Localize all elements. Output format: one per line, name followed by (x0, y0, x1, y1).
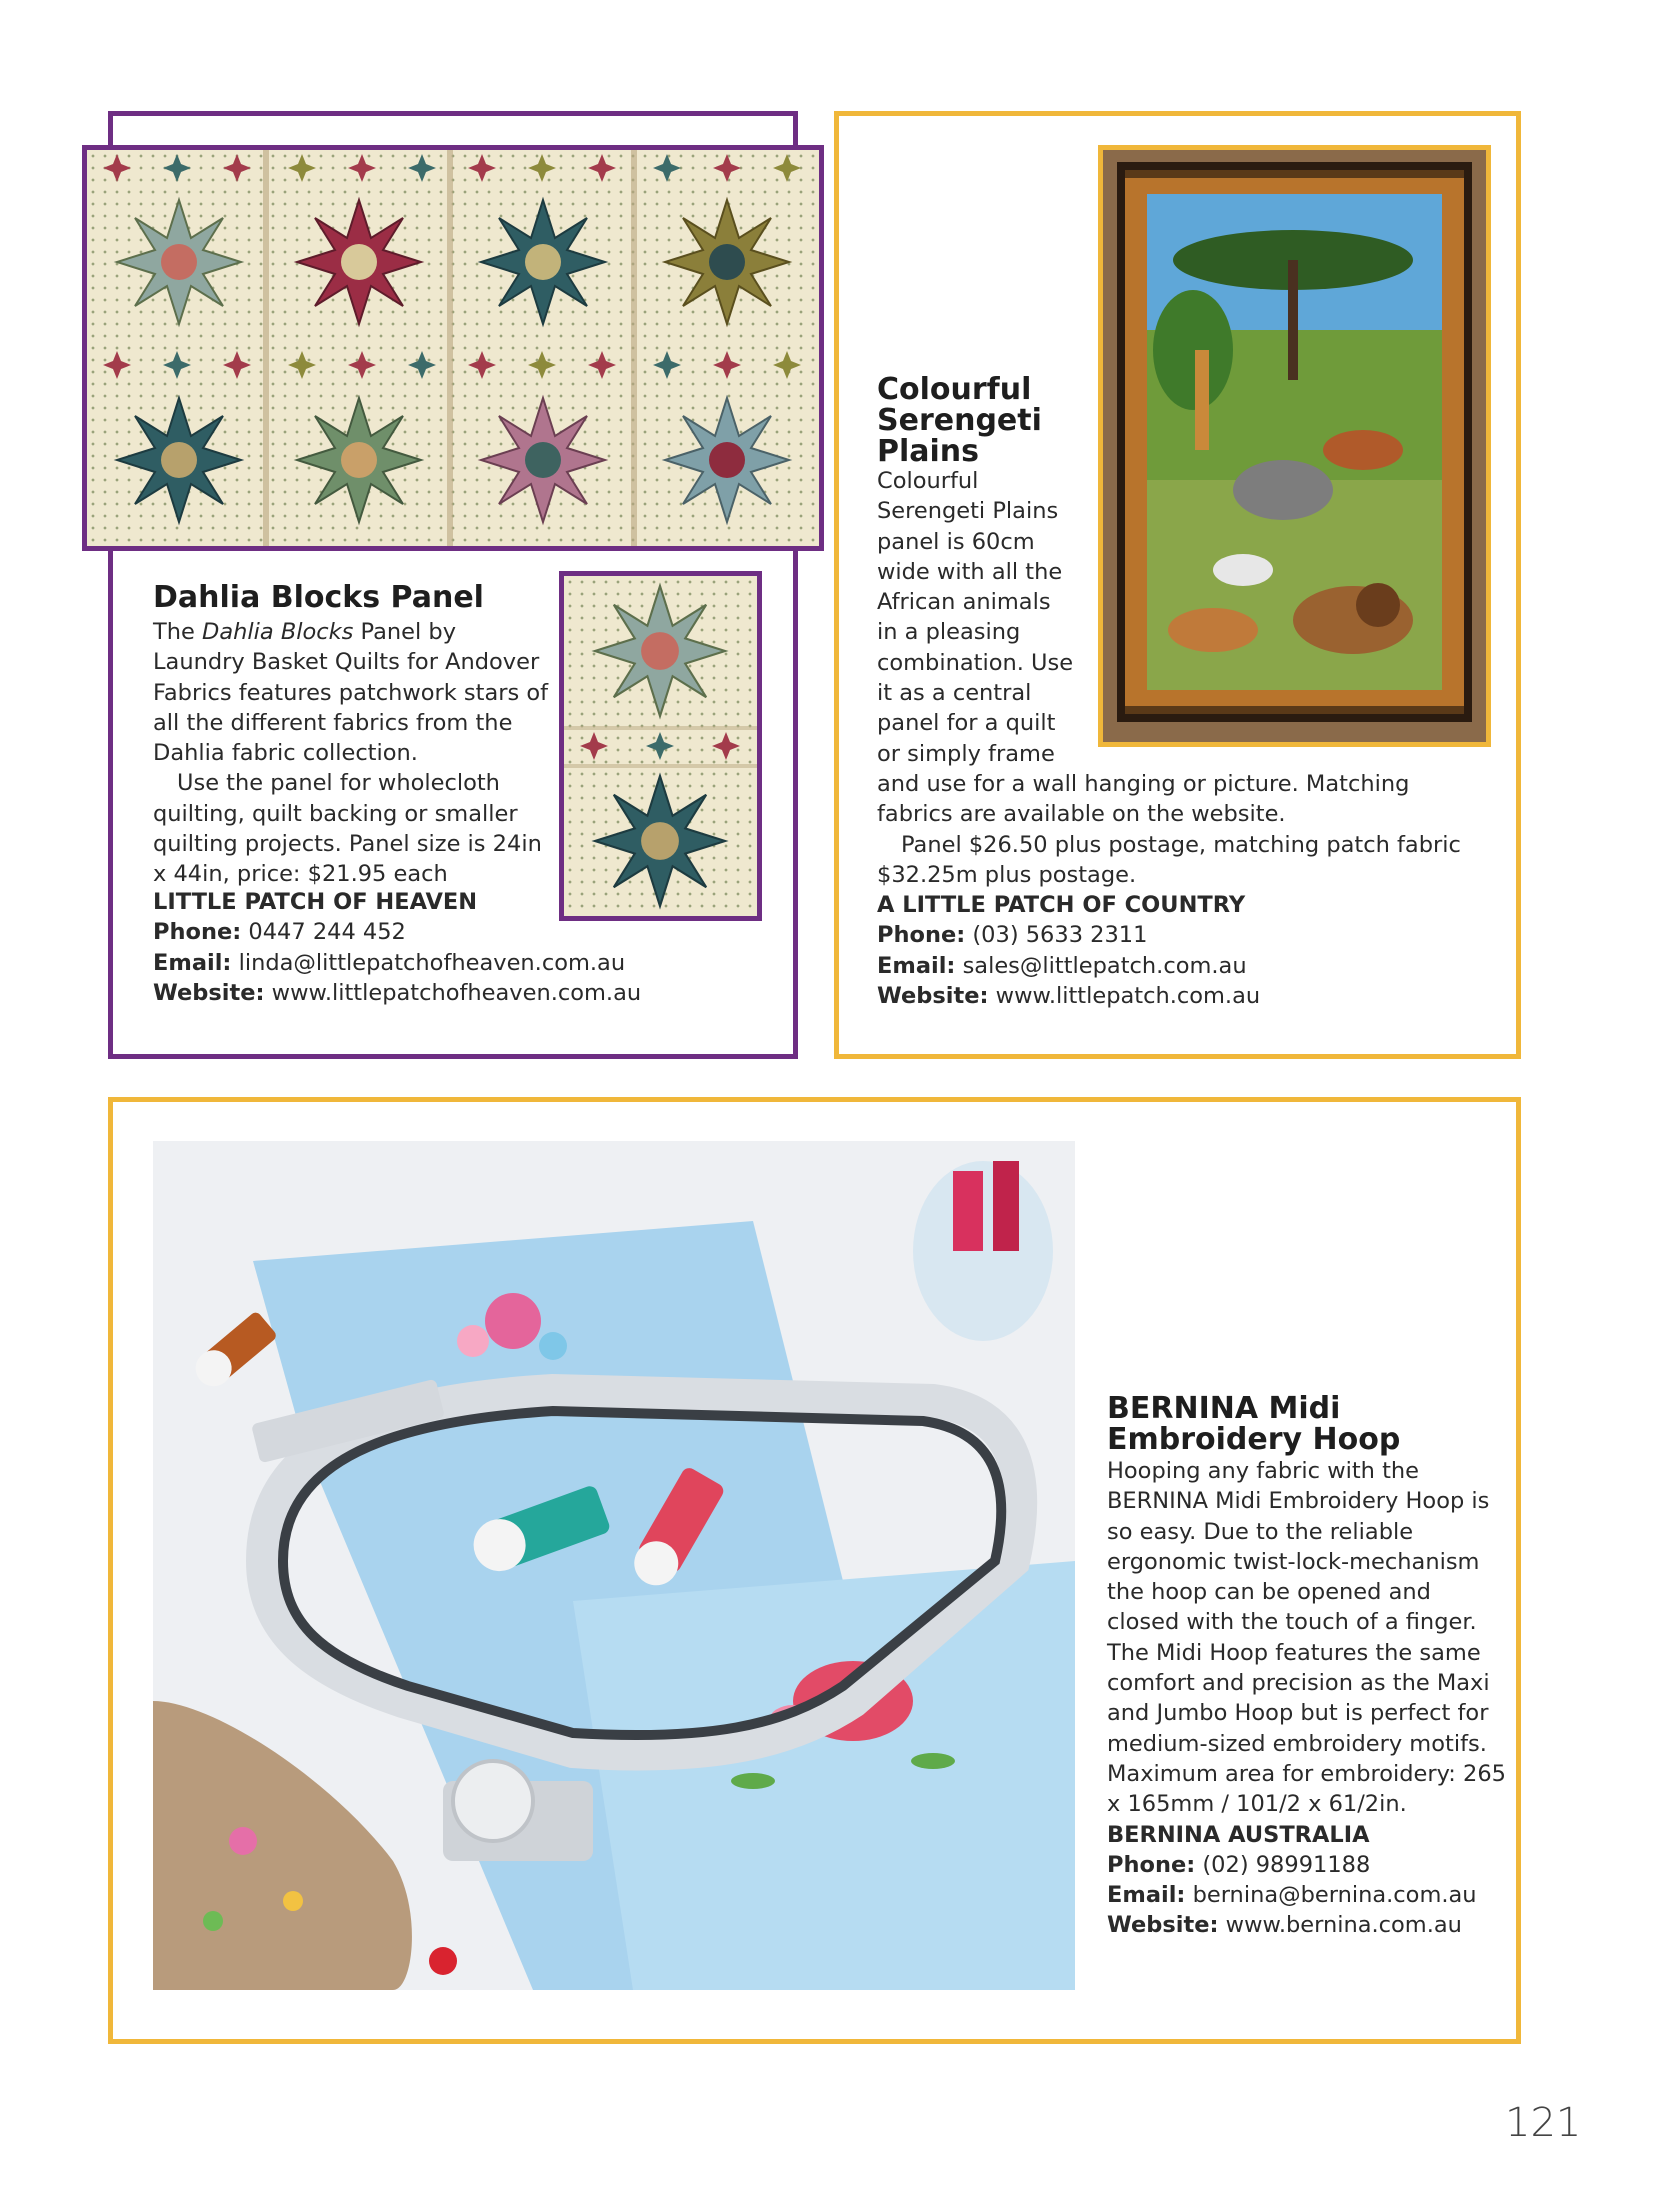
dahlia-detail-illustration (564, 576, 757, 916)
dahlia-panel-detail-image (564, 576, 757, 916)
dahlia-phone: Phone: 0447 244 452 (153, 919, 406, 946)
dahlia-company: LITTLE PATCH OF HEAVEN (153, 889, 478, 915)
dahlia-usage-price: Use the panel for wholecloth quilting, quilt backing or smaller quilting projects. Panel size is 24in x 44in, price: $21.95 each (153, 770, 542, 888)
bernina-hoop-illustration (153, 1141, 1075, 1990)
dahlia-title: Dahlia Blocks Panel (153, 580, 484, 615)
dahlia-description: The Dahlia Blocks Panel by Laundry Basket Quilts for Andover Fabrics features patchwork stars of all the different fabrics from the Dahlia fabric collection. (153, 619, 549, 767)
serengeti-email: Email: sales@littlepatch.com.au (877, 952, 1247, 979)
page-number: 121 (1505, 2100, 1582, 2146)
serengeti-website: Website: www.littlepatch.com.au (877, 983, 1261, 1010)
bernina-website: Website: www.bernina.com.au (1107, 1912, 1462, 1939)
bernina-phone: Phone: (02) 98991188 (1107, 1851, 1371, 1878)
serengeti-phone: Phone: (03) 5633 2311 (877, 922, 1148, 949)
serengeti-price: Panel $26.50 plus postage, matching patch fabric (901, 831, 1461, 858)
serengeti-description: Colourful Serengeti Plains panel is 60cm wide with all the African animals in a pleasing combination. Use it as a central panel for a quilt or simply frame and use for a wall hanging or picture. Matching fabrics are available on the website. Panel $26.50 plus postage, matching patch fabric $32.25m plus postage. A LITTLE PATCH OF COUNTRY Phone: (03) 5633 2311 Email: sales@littlepatch.com.au Website: www.littlepatch.com.au (877, 466, 1507, 1011)
dahlia-panel-image (87, 150, 819, 546)
dahlia-email: Email: linda@littlepatchofheaven.com.au (153, 949, 626, 976)
dahlia-website: Website: www.littlepatchofheaven.com.au (153, 979, 642, 1006)
bernina-company: BERNINA AUSTRALIA (1107, 1821, 1370, 1848)
bernina-email: Email: bernina@bernina.com.au (1107, 1882, 1477, 1909)
serengeti-title: Colourful Serengeti Plains (877, 372, 1042, 469)
bernina-hoop-photo (153, 1141, 1075, 1990)
bernina-description: Hooping any fabric with the BERNINA Midi Embroidery Hoop is so easy. Due to the reliable ergonomic twist-lock-mechanism the hoop can be opened and closed with the touch of a finger. The Midi Hoop features the same comfort and precision as the Maxi and Jumbo Hoop but is perfect for medium-sized embroidery motifs. Maximum area for embroidery: 265 x 165mm / 101/2 x 61/2in. (1107, 1458, 1506, 1818)
bernina-title: BERNINA Midi Embroidery Hoop (1107, 1391, 1401, 1457)
serengeti-company: A LITTLE PATCH OF COUNTRY (877, 892, 1246, 919)
dahlia-stars-illustration (87, 150, 819, 546)
